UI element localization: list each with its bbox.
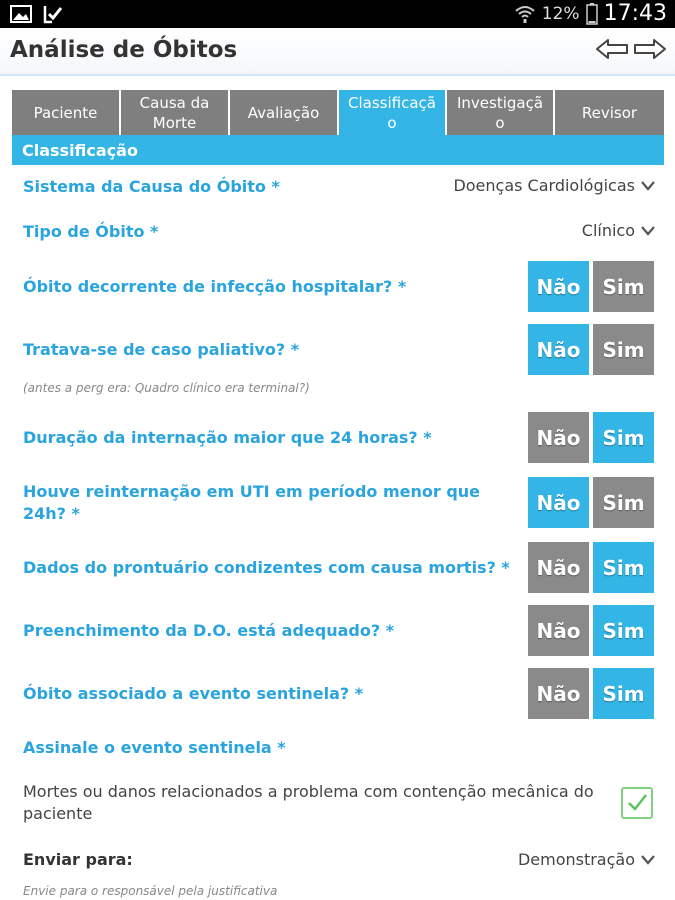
tipo-select[interactable] [582,221,655,240]
sistema-value: Doenças Cardiológicas [453,176,635,195]
paliativo-hint: (antes a perg era: Quadro clínico era terminal?) [23,381,310,395]
question-preenchimento-label: Preenchimento da D.O. está adequado? * [23,621,395,640]
wifi-icon [514,4,536,24]
q7-sim-button[interactable]: Sim [593,668,654,719]
question-sentinela-label: Óbito associado a evento sentinela? * [23,684,364,703]
send-to-hint: Envie para o responsável pela justificativa [23,884,278,898]
tab-revisor[interactable]: Revisor [555,90,664,135]
q2-nao-button[interactable]: Não [528,324,589,375]
q1-nao-button[interactable]: Não [528,261,589,312]
q5-sim-button[interactable]: Sim [593,542,654,593]
q6-nao-button[interactable]: Não [528,605,589,656]
question-infeccao-label: Óbito decorrente de infecção hospitalar? * [23,277,407,296]
tab-bar [12,90,664,135]
sentinela-checkbox[interactable] [621,787,653,819]
sistema-select[interactable] [453,176,655,195]
page-title: Análise de Óbitos [10,37,238,63]
question-paliativo-label: Tratava-se de caso paliativo? * [23,340,300,359]
sentinela-option-text: Mortes ou danos relacionados a problema com contenção mecânica do paciente [23,782,594,823]
question-prontuario-label: Dados do prontuário condizentes com causa mortis? * [23,558,510,577]
arrow-right-icon[interactable] [633,38,667,60]
chevron-down-icon [641,855,655,865]
send-to-value: Demonstração [517,850,635,869]
battery-percentage: 12% [541,3,580,24]
q1-sim-button[interactable]: Sim [593,261,654,312]
question-internacao-label: Duração da internação maior que 24 horas? * [23,428,432,447]
chevron-down-icon [641,181,655,191]
checkmark-icon [623,789,651,817]
section-header: Classificação [12,135,664,165]
tab-investigacao[interactable]: Investigação [447,90,555,135]
status-bar [0,0,675,28]
app-bar [0,28,675,76]
q5-nao-button[interactable]: Não [528,542,589,593]
download-check-icon [42,4,64,24]
q3-nao-button[interactable]: Não [528,412,589,463]
send-to-label: Enviar para: [23,850,133,869]
tab-paciente[interactable]: Paciente [12,90,121,135]
clock: 17:43 [603,1,667,26]
q7-nao-button[interactable]: Não [528,668,589,719]
gallery-icon [10,4,32,24]
tipo-value: Clínico [581,221,635,240]
tab-causa-da-morte[interactable]: Causa da Morte [121,90,230,135]
tab-classificacao[interactable]: Classificação [339,90,447,135]
q2-sim-button[interactable]: Sim [593,324,654,375]
q6-sim-button[interactable]: Sim [593,605,654,656]
q4-nao-button[interactable]: Não [528,477,589,528]
q4-sim-button[interactable]: Sim [593,477,654,528]
tipo-label: Tipo de Óbito * [23,222,159,241]
send-to-select[interactable] [518,850,655,869]
q3-sim-button[interactable]: Sim [593,412,654,463]
tab-avaliacao[interactable]: Avaliação [230,90,339,135]
navigation-arrows[interactable] [595,38,667,60]
battery-icon [586,3,598,25]
arrow-left-icon[interactable] [595,38,629,60]
sentinela-event-label: Assinale o evento sentinela * [23,738,286,757]
sistema-label: Sistema da Causa do Óbito * [23,177,280,196]
chevron-down-icon [641,226,655,236]
question-reinternacao-label: Houve reinternação em UTI em período menor que 24h? * [23,482,481,523]
